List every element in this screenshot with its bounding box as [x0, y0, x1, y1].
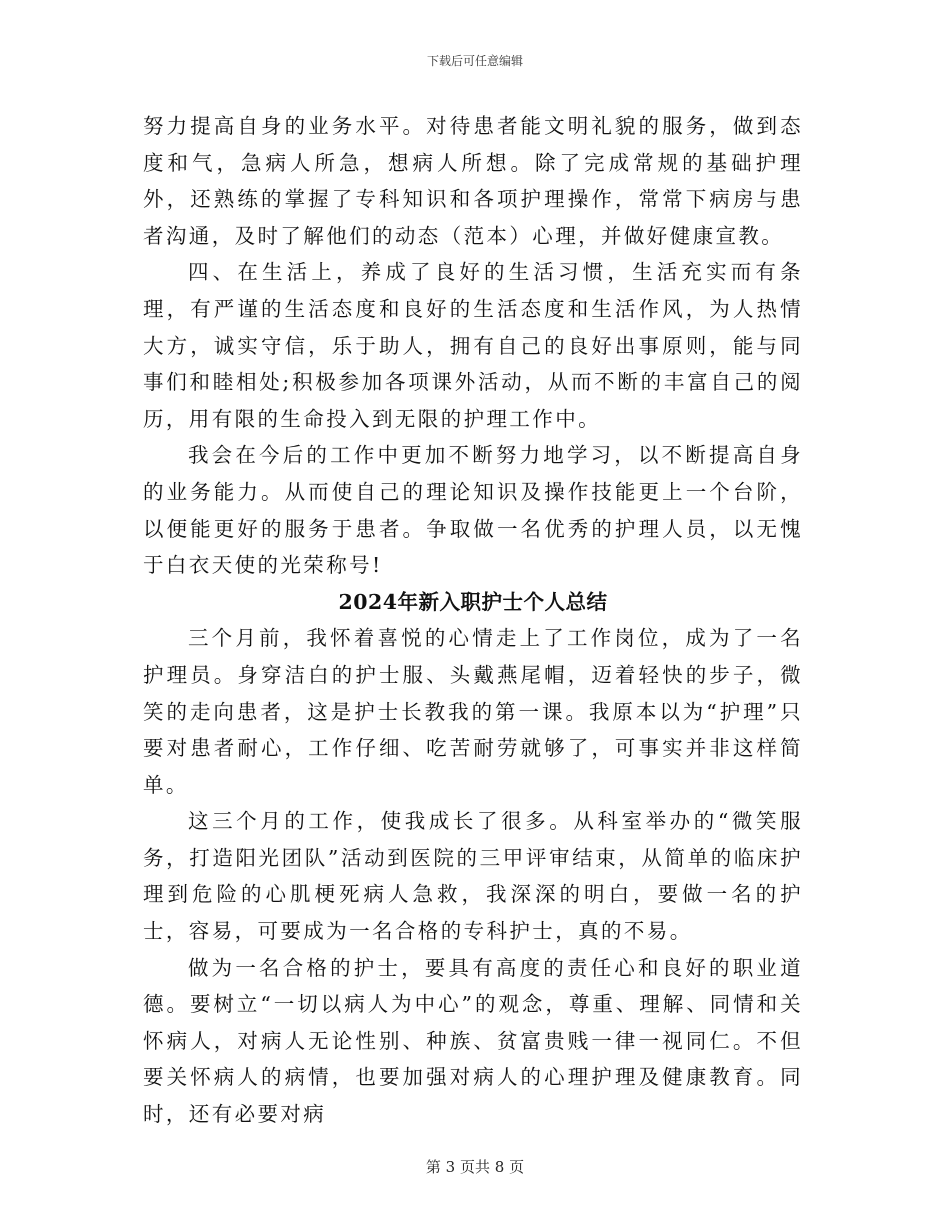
- paragraph-4: 三个月前，我怀着喜悦的心情走上了工作岗位，成为了一名护理员。身穿洁白的护士服、头戴燕尾帽，迈着轻快的步子，微笑的走向患者，这是护士长教我的第一课。我原本以为“护理”只要对患者耐心，工作仔细、吃苦耐劳就够了，可事实并非这样简单。: [143, 626, 803, 797]
- paragraph-6: 做为一名合格的护士，要具有高度的责任心和良好的职业道德。要树立“一切以病人为中心”的观念，尊重、理解、同情和关怀病人，对病人无论性别、种族、贫富贵贱一律一视同仁。不但要关怀病人的病情，也要加强对病人的心理护理及健康教育。同时，还有必要对病: [143, 955, 803, 1127]
- document-body: [143, 108, 803, 1133]
- section-title: 2024年新入职护士个人总结: [338, 589, 608, 614]
- page-header: 下载后可任意编辑: [426, 54, 523, 68]
- paragraph-1: 努力提高自身的业务水平。对待患者能文明礼貌的服务，做到态度和气，急病人所急，想病人所想。除了完成常规的基础护理外，还熟练的掌握了专科知识和各项护理操作，常常下病房与患者沟通，及时了解他们的动态（范本）心理，并做好健康宣教。: [143, 114, 803, 248]
- page-footer: 第 3 页共 8 页: [425, 1158, 525, 1176]
- paragraph-5: 这三个月的工作，使我成长了很多。从科室举办的“微笑服务，打造阳光团队”活动到医院的三甲评审结束，从简单的临床护理到危险的心肌梗死病人急救，我深深的明白，要做一名的护士，容易，可要成为一名合格的专科护士，真的不易。: [143, 809, 803, 944]
- paragraph-2: 四、在生活上，养成了良好的生活习惯，生活充实而有条理，有严谨的生活态度和良好的生活态度和生活作风，为人热情大方，诚实守信，乐于助人，拥有自己的良好出事原则，能与同事们和睦相处;积极参加各项课外活动，从而不断的丰富自己的阅历，用有限的生命投入到无限的护理工作中。: [143, 260, 803, 431]
- paragraph-3: 我会在今后的工作中更加不断努力地学习，以不断提高自身的业务能力。从而使自己的理论知识及操作技能更上一个台阶，以便能更好的服务于患者。争取做一名优秀的护理人员，以无愧于白衣天使的光荣称号!: [143, 443, 803, 578]
